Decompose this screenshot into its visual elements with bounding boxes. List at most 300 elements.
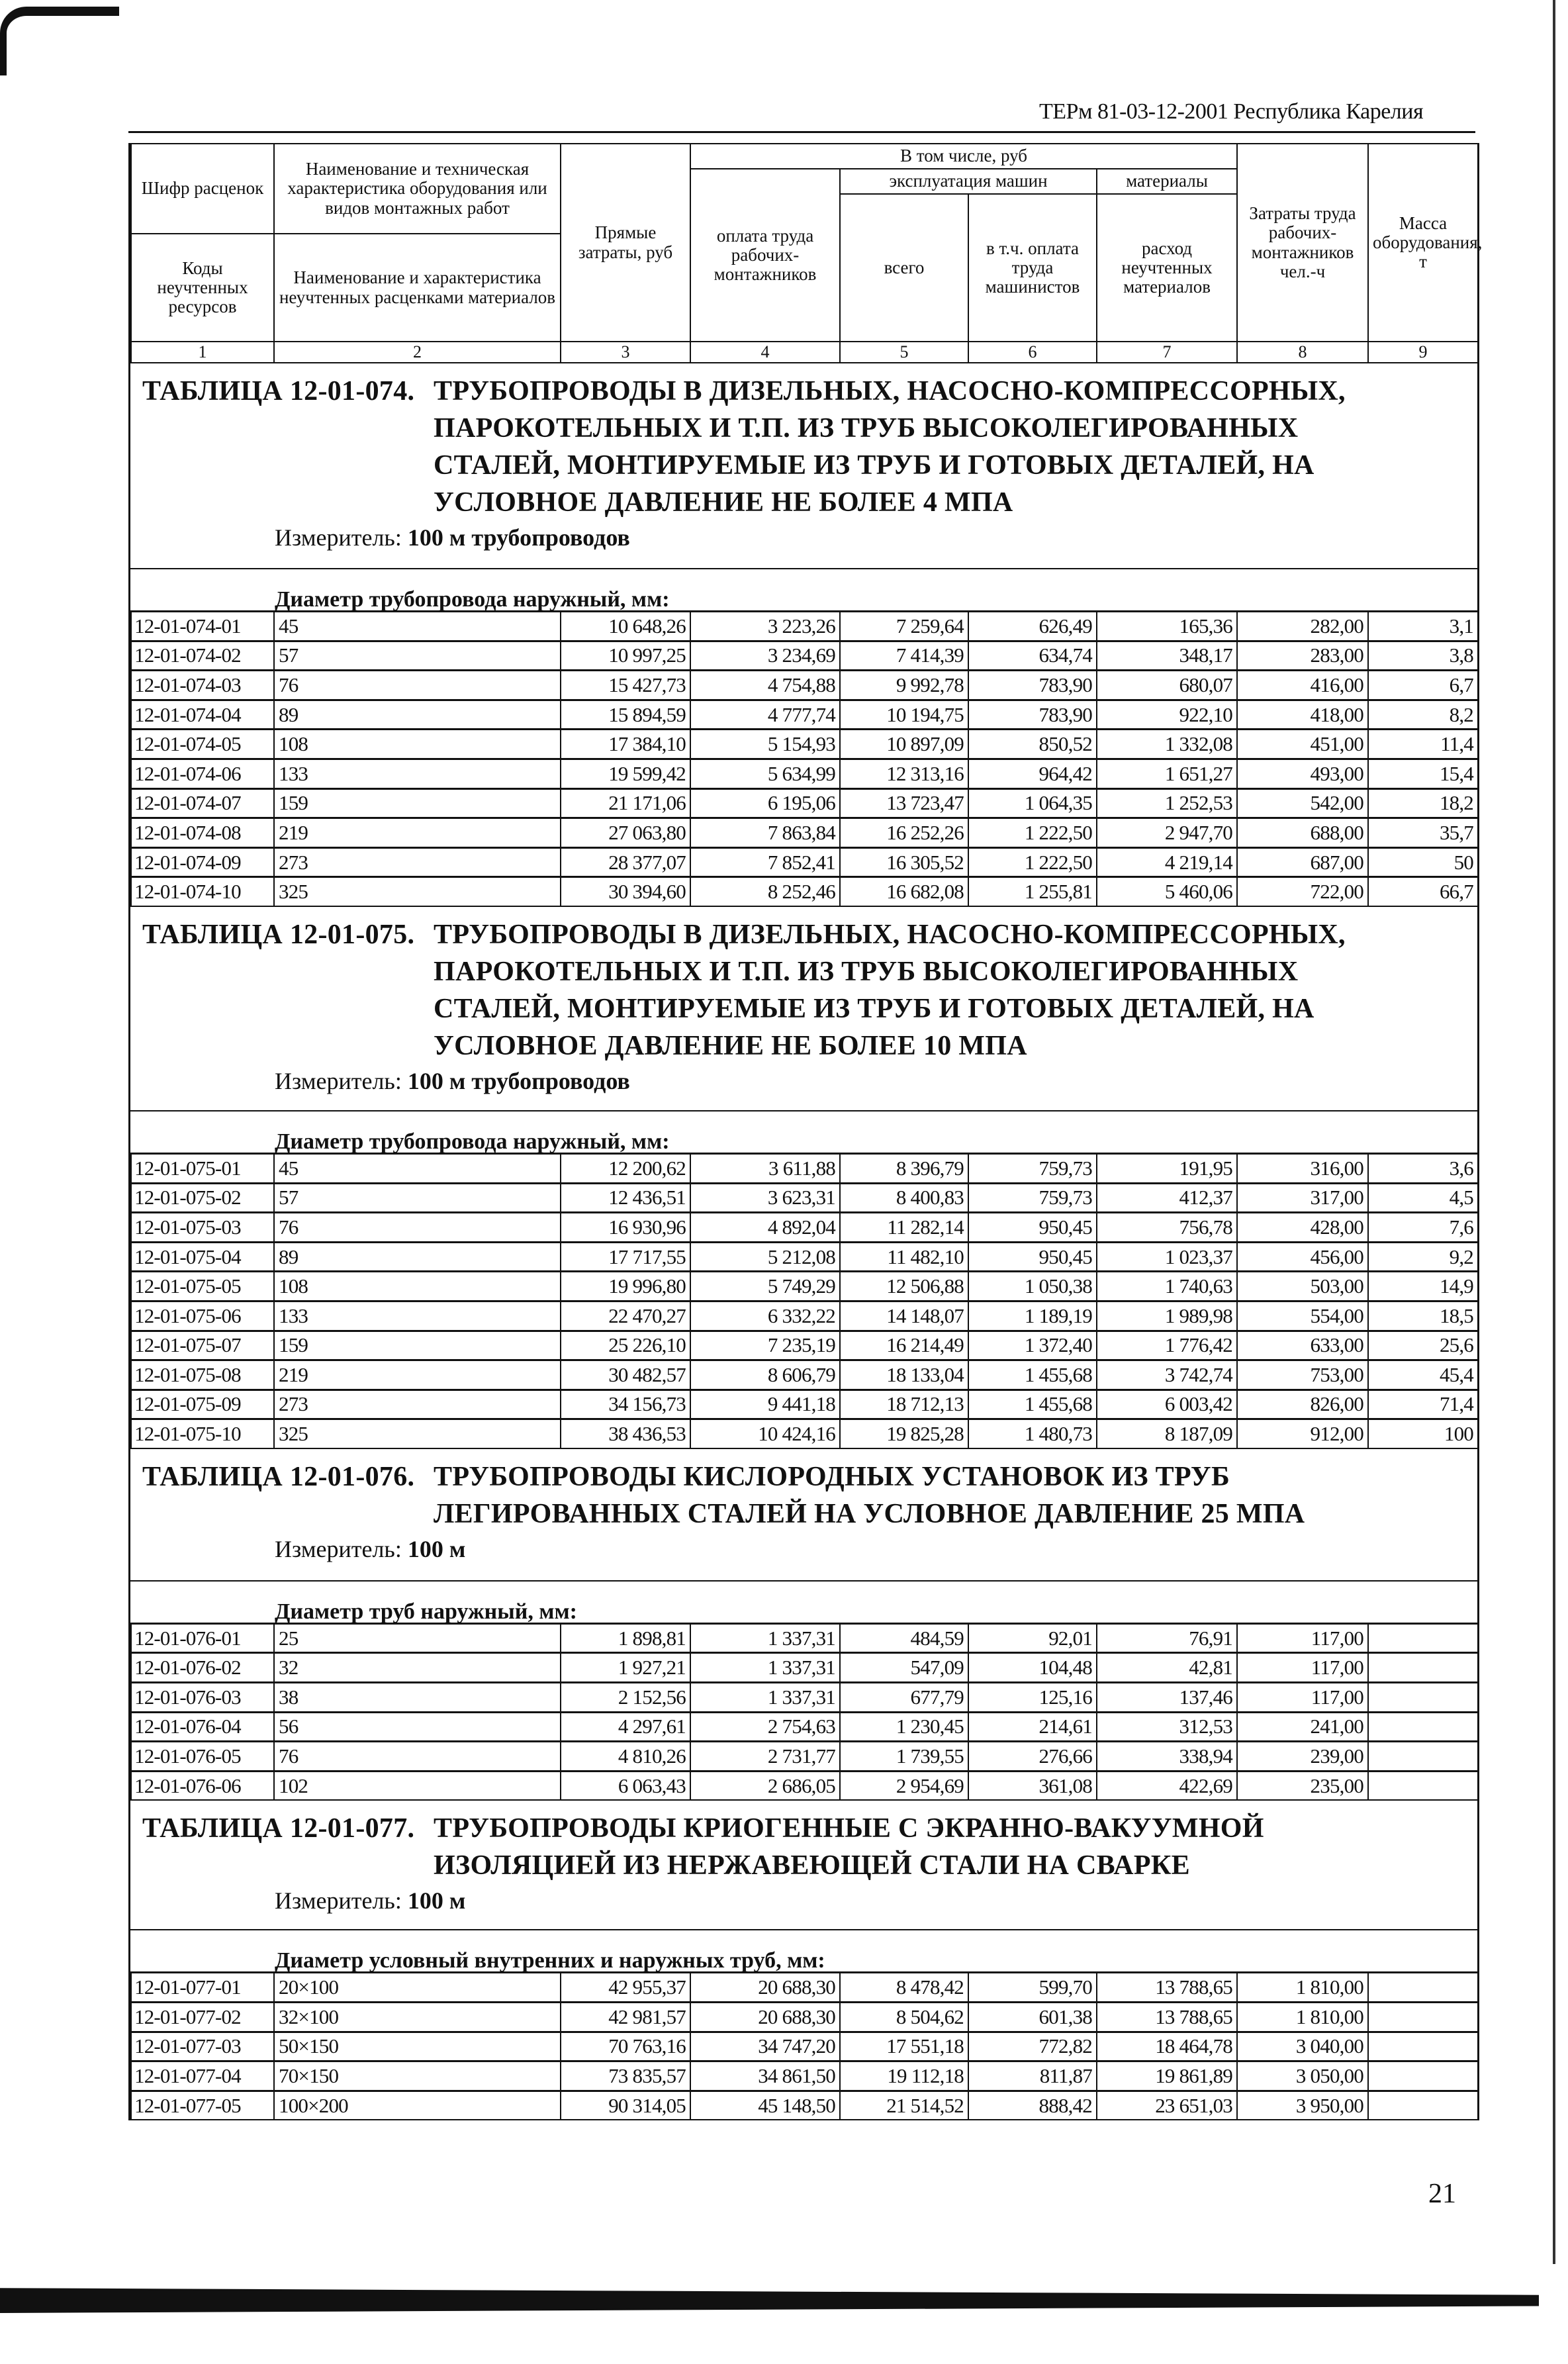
cost-value: 25,6 [1368,1331,1478,1360]
pipe-diameter: 76 [274,1213,561,1243]
measure-unit [130,1535,1477,1563]
cost-value: 17 717,55 [561,1242,690,1272]
cost-value: 25 226,10 [561,1331,690,1360]
rate-code: 12-01-076-04 [131,1712,274,1742]
cost-value: 850,52 [968,730,1097,759]
cost-value: 554,00 [1237,1301,1368,1331]
rate-code: 12-01-074-01 [131,612,274,641]
page-number: 21 [1428,2179,1456,2209]
header-including: В том числе, руб [690,144,1237,169]
table-row [131,1183,1478,1213]
rate-code: 12-01-074-07 [131,788,274,818]
header-worker-pay: оплата труда рабочих-монтажников [690,169,840,342]
cost-value: 8,2 [1368,700,1478,730]
pipe-diameter: 32×100 [274,2003,561,2032]
rate-code: 12-01-075-06 [131,1301,274,1331]
table-number: ТАБЛИЦА 12-01-075. [142,919,415,950]
cost-value: 241,00 [1237,1712,1368,1742]
table-row [131,1390,1478,1419]
column-numbers-row [131,342,1478,363]
rate-code: 12-01-074-02 [131,641,274,671]
cost-value: 8 606,79 [690,1360,840,1390]
scan-edge-line [1553,0,1555,2264]
price-table-section [130,1801,1477,2120]
rate-code: 12-01-075-07 [131,1331,274,1360]
cost-value: 16 930,96 [561,1213,690,1243]
cost-value: 18 464,78 [1097,2032,1237,2061]
column-number: 3 [561,342,690,363]
table-row [131,730,1478,759]
table-title-line: ПАРОКОТЕЛЬНЫХ И Т.П. ИЗ ТРУБ ВЫСОКОЛЕГИРОВАННЫХ [434,956,1299,987]
cost-value: 16 682,08 [840,877,968,906]
cost-value: 8 400,83 [840,1183,968,1213]
cost-value: 1 230,45 [840,1712,968,1742]
cost-value: 722,00 [1237,877,1368,906]
table-title-line: ТРУБОПРОВОДЫ В ДИЗЕЛЬНЫХ, НАСОСНО-КОМПРЕССОРНЫХ, [434,376,1346,406]
document-table-frame [128,143,1483,2120]
header-machinist-pay: в т.ч. оплата труда машинистов [968,194,1097,342]
cost-value: 18,5 [1368,1301,1478,1331]
cost-value: 6 332,22 [690,1301,840,1331]
rate-code: 12-01-075-05 [131,1272,274,1301]
price-table-section [130,907,1477,1449]
pipe-diameter: 159 [274,788,561,818]
cost-value: 34 747,20 [690,2032,840,2061]
cost-value: 811,87 [968,2061,1097,2091]
table-number: ТАБЛИЦА 12-01-077. [142,1813,415,1844]
table-title [130,1449,1477,1533]
cost-value: 7 863,84 [690,818,840,848]
cost-value: 1 222,50 [968,847,1097,877]
pipe-diameter: 273 [274,847,561,877]
cost-value: 1 740,63 [1097,1272,1237,1301]
cost-value: 1 810,00 [1237,1973,1368,2003]
cost-value: 1 651,27 [1097,759,1237,788]
pipe-diameter: 325 [274,877,561,906]
cost-value: 19 861,89 [1097,2061,1237,2091]
cost-value: 338,94 [1097,1742,1237,1772]
cost-value: 599,70 [968,1973,1097,2003]
cost-value: 30 394,60 [561,877,690,906]
table-title [130,1801,1477,1884]
cost-value: 1 455,68 [968,1360,1097,1390]
cost-value [1368,1973,1478,2003]
cost-value: 634,74 [968,641,1097,671]
table-row [131,1272,1478,1301]
cost-value: 12 506,88 [840,1272,968,1301]
cost-value [1368,2061,1478,2091]
cost-value: 484,59 [840,1623,968,1653]
column-number: 1 [131,342,274,363]
cost-value: 1 337,31 [690,1623,840,1653]
table-row [131,877,1478,906]
cost-value: 22 470,27 [561,1301,690,1331]
cost-value: 276,66 [968,1742,1097,1772]
cost-value: 783,90 [968,671,1097,700]
pipe-diameter: 159 [274,1331,561,1360]
cost-value: 1 989,98 [1097,1301,1237,1331]
running-header: ТЕРм 81-03-12-2001 Республика Карелия [1039,99,1424,124]
table-heading [130,1449,1477,1623]
cost-value: 677,79 [840,1683,968,1713]
cost-value: 4 754,88 [690,671,840,700]
cost-value: 348,17 [1097,641,1237,671]
column-number: 6 [968,342,1097,363]
cost-value: 688,00 [1237,818,1368,848]
cost-value: 18,2 [1368,788,1478,818]
cost-value: 235,00 [1237,1771,1368,1800]
pipe-diameter: 108 [274,730,561,759]
cost-value: 8 396,79 [840,1153,968,1183]
cost-value: 1 898,81 [561,1623,690,1653]
table-title-line: УСЛОВНОЕ ДАВЛЕНИЕ НЕ БОЛЕЕ 4 МПА [434,487,1013,518]
cost-value: 1 050,38 [968,1272,1097,1301]
header-mass: Масса оборудования, т [1368,144,1478,342]
cost-value: 3 611,88 [690,1153,840,1183]
cost-value: 826,00 [1237,1390,1368,1419]
cost-value: 2 686,05 [690,1771,840,1800]
cost-value: 3 040,00 [1237,2032,1368,2061]
header-resource-codes: Коды неучтенных ресурсов [131,234,274,342]
cost-value: 1 776,42 [1097,1331,1237,1360]
cost-value: 21 171,06 [561,788,690,818]
cost-value: 1 480,73 [968,1419,1097,1448]
table-title-line: СТАЛЕЙ, МОНТИРУЕМЫЕ ИЗ ТРУБ И ГОТОВЫХ ДЕТАЛЕЙ, НА [434,450,1314,481]
cost-value: 3,6 [1368,1153,1478,1183]
cost-value: 1 189,19 [968,1301,1097,1331]
header-direct-costs: Прямые затраты, руб [561,144,690,342]
cost-value: 3 742,74 [1097,1360,1237,1390]
rates-table [130,1153,1479,1449]
cost-value: 19 599,42 [561,759,690,788]
cost-value: 12 436,51 [561,1183,690,1213]
column-number: 2 [274,342,561,363]
cost-value: 2 947,70 [1097,818,1237,848]
measure-label: Измеритель: [275,1887,402,1915]
rate-code: 12-01-076-02 [131,1653,274,1683]
table-row [131,1683,1478,1713]
diameter-label: Диаметр трубопровода наружный, мм: [130,568,1477,610]
cost-value: 6 195,06 [690,788,840,818]
header-code: Шифр расценок [131,144,274,234]
cost-value: 1 252,53 [1097,788,1237,818]
cost-value: 27 063,80 [561,818,690,848]
pipe-diameter: 45 [274,1153,561,1183]
cost-value [1368,2003,1478,2032]
cost-value: 1 064,35 [968,788,1097,818]
cost-value: 19 112,18 [840,2061,968,2091]
rate-code: 12-01-074-09 [131,847,274,877]
cost-value: 21 514,52 [840,2091,968,2120]
cost-value: 20 688,30 [690,2003,840,2032]
table-row [131,641,1478,671]
cost-value: 11 482,10 [840,1242,968,1272]
cost-value: 12 313,16 [840,759,968,788]
cost-value: 11 282,14 [840,1213,968,1243]
cost-value: 1 332,08 [1097,730,1237,759]
cost-value: 4,5 [1368,1183,1478,1213]
cost-value: 4 810,26 [561,1742,690,1772]
scan-corner-mark [0,7,119,75]
cost-value: 547,09 [840,1653,968,1683]
table-title-line: ТРУБОПРОВОДЫ КИСЛОРОДНЫХ УСТАНОВОК ИЗ ТРУБ [434,1461,1230,1492]
cost-value: 1 222,50 [968,818,1097,848]
cost-value: 7 259,64 [840,612,968,641]
column-number: 5 [840,342,968,363]
pipe-diameter: 89 [274,700,561,730]
table-row [131,700,1478,730]
pipe-diameter: 50×150 [274,2032,561,2061]
cost-value: 950,45 [968,1242,1097,1272]
pipe-diameter: 57 [274,641,561,671]
table-row [131,1742,1478,1772]
table-row [131,1242,1478,1272]
cost-value: 7 414,39 [840,641,968,671]
measure-unit [130,1067,1477,1095]
measure-value: 100 м трубопроводов [407,1067,630,1094]
cost-value: 38 436,53 [561,1419,690,1448]
table-row [131,1653,1478,1683]
cost-value: 1 927,21 [561,1653,690,1683]
cost-value: 888,42 [968,2091,1097,2120]
rate-code: 12-01-074-10 [131,877,274,906]
measure-label: Измеритель: [275,1067,402,1094]
cost-value: 922,10 [1097,700,1237,730]
table-title-line: ИЗОЛЯЦИЕЙ ИЗ НЕРЖАВЕЮЩЕЙ СТАЛИ НА СВАРКЕ [434,1850,1190,1881]
rates-table [130,1971,1479,2120]
cost-value: 964,42 [968,759,1097,788]
cost-value: 753,00 [1237,1360,1368,1390]
cost-value: 16 252,26 [840,818,968,848]
cost-value: 12 200,62 [561,1153,690,1183]
cost-value: 5 212,08 [690,1242,840,1272]
pipe-diameter: 108 [274,1272,561,1301]
table-row [131,1973,1478,2003]
cost-value: 1 337,31 [690,1683,840,1713]
header-material-names: Наименование и характеристика неучтенных расценками материалов [274,234,561,342]
cost-value: 2 731,77 [690,1742,840,1772]
pipe-diameter: 219 [274,818,561,848]
cost-value: 17 551,18 [840,2032,968,2061]
table-row [131,818,1478,848]
price-table-section [130,363,1477,907]
column-number: 8 [1237,342,1368,363]
cost-value: 633,00 [1237,1331,1368,1360]
cost-value: 361,08 [968,1771,1097,1800]
header-machines: эксплуатация машин [840,169,1097,194]
cost-value: 42 955,37 [561,1973,690,2003]
rate-code: 12-01-077-02 [131,2003,274,2032]
cost-value: 11,4 [1368,730,1478,759]
cost-value: 6 063,43 [561,1771,690,1800]
table-title [130,907,1477,1064]
header-materials: материалы [1097,169,1237,194]
cost-value: 28 377,07 [561,847,690,877]
cost-value: 18 133,04 [840,1360,968,1390]
cost-value: 3,8 [1368,641,1478,671]
pipe-diameter: 56 [274,1712,561,1742]
cost-value: 412,37 [1097,1183,1237,1213]
cost-value: 117,00 [1237,1683,1368,1713]
cost-value: 13 788,65 [1097,1973,1237,2003]
cost-value: 2 754,63 [690,1712,840,1742]
table-row [131,847,1478,877]
cost-value: 451,00 [1237,730,1368,759]
cost-value: 34 156,73 [561,1390,690,1419]
measure-unit [130,524,1477,551]
cost-value: 418,00 [1237,700,1368,730]
table-heading [130,1801,1477,1971]
table-title-line: СТАЛЕЙ, МОНТИРУЕМЫЕ ИЗ ТРУБ И ГОТОВЫХ ДЕТАЛЕЙ, НА [434,993,1314,1024]
cost-value: 50 [1368,847,1478,877]
rate-code: 12-01-077-04 [131,2061,274,2091]
cost-value: 20 688,30 [690,1973,840,2003]
cost-value: 428,00 [1237,1213,1368,1243]
cost-value: 1 372,40 [968,1331,1097,1360]
cost-value: 3 623,31 [690,1183,840,1213]
cost-value: 312,53 [1097,1712,1237,1742]
cost-value: 4 777,74 [690,700,840,730]
cost-value: 626,49 [968,612,1097,641]
cost-value: 9 992,78 [840,671,968,700]
rate-code: 12-01-075-10 [131,1419,274,1448]
rate-code: 12-01-075-02 [131,1183,274,1213]
rate-code: 12-01-075-03 [131,1213,274,1243]
cost-value: 1 255,81 [968,877,1097,906]
measure-value: 100 м [407,1887,466,1915]
cost-value: 8 504,62 [840,2003,968,2032]
measure-value: 100 м [407,1535,466,1562]
pipe-diameter: 57 [274,1183,561,1213]
table-row [131,788,1478,818]
cost-value: 35,7 [1368,818,1478,848]
pipe-diameter: 325 [274,1419,561,1448]
cost-value: 7,6 [1368,1213,1478,1243]
cost-value: 1 810,00 [1237,2003,1368,2032]
price-table-section [130,1449,1477,1801]
cost-value: 680,07 [1097,671,1237,700]
rate-code: 12-01-077-03 [131,2032,274,2061]
pipe-diameter: 45 [274,612,561,641]
cost-value: 5 154,93 [690,730,840,759]
cost-value: 2 152,56 [561,1683,690,1713]
cost-value: 1 455,68 [968,1390,1097,1419]
pipe-diameter: 273 [274,1390,561,1419]
table-row [131,2061,1478,2091]
pipe-diameter: 20×100 [274,1973,561,2003]
rate-code: 12-01-077-05 [131,2091,274,2120]
cost-value [1368,1623,1478,1653]
cost-value: 15,4 [1368,759,1478,788]
table-row [131,1301,1478,1331]
cost-value: 13 788,65 [1097,2003,1237,2032]
cost-value [1368,2091,1478,2120]
measure-unit [130,1887,1477,1915]
rate-code: 12-01-075-09 [131,1390,274,1419]
cost-value [1368,1683,1478,1713]
cost-value: 493,00 [1237,759,1368,788]
table-row [131,1153,1478,1183]
cost-value: 9 441,18 [690,1390,840,1419]
table-title-line: ТРУБОПРОВОДЫ КРИОГЕННЫЕ С ЭКРАННО-ВАКУУМНОЙ [434,1813,1264,1844]
table-title-line: ПАРОКОТЕЛЬНЫХ И Т.П. ИЗ ТРУБ ВЫСОКОЛЕГИРОВАННЫХ [434,413,1299,444]
cost-value: 23 651,03 [1097,2091,1237,2120]
table-row [131,1771,1478,1800]
diameter-label: Диаметр трубопровода наружный, мм: [130,1110,1477,1153]
pipe-diameter: 89 [274,1242,561,1272]
cost-value: 10 648,26 [561,612,690,641]
rate-code: 12-01-074-06 [131,759,274,788]
cost-value: 239,00 [1237,1742,1368,1772]
cost-value: 13 723,47 [840,788,968,818]
table-title-line: ЛЕГИРОВАННЫХ СТАЛЕЙ НА УСЛОВНОЕ ДАВЛЕНИЕ 25 МПА [434,1498,1305,1529]
table-title-line: ТРУБОПРОВОДЫ В ДИЗЕЛЬНЫХ, НАСОСНО-КОМПРЕССОРНЫХ, [434,919,1346,950]
diameter-label: Диаметр труб наружный, мм: [130,1580,1477,1623]
scan-bottom-bar [0,2285,1539,2313]
cost-value: 283,00 [1237,641,1368,671]
table-row [131,1623,1478,1653]
rates-table [130,1623,1479,1801]
cost-value: 19 996,80 [561,1272,690,1301]
cost-value: 282,00 [1237,612,1368,641]
cost-value: 16 214,49 [840,1331,968,1360]
column-number: 4 [690,342,840,363]
cost-value: 137,46 [1097,1683,1237,1713]
table-heading [130,363,1477,610]
cost-value: 4 297,61 [561,1712,690,1742]
rate-code: 12-01-074-05 [131,730,274,759]
cost-value: 503,00 [1237,1272,1368,1301]
pipe-diameter: 38 [274,1683,561,1713]
table-number: ТАБЛИЦА 12-01-074. [142,376,415,406]
pipe-diameter: 76 [274,671,561,700]
pipe-diameter: 219 [274,1360,561,1390]
cost-value: 316,00 [1237,1153,1368,1183]
cost-value: 125,16 [968,1683,1097,1713]
cost-value: 34 861,50 [690,2061,840,2091]
cost-value [1368,2032,1478,2061]
table-row [131,1213,1478,1243]
cost-value: 10 194,75 [840,700,968,730]
rate-code: 12-01-075-08 [131,1360,274,1390]
rate-code: 12-01-076-05 [131,1742,274,1772]
pipe-diameter: 25 [274,1623,561,1653]
cost-value: 117,00 [1237,1653,1368,1683]
rate-code: 12-01-075-01 [131,1153,274,1183]
cost-value: 15 427,73 [561,671,690,700]
header-name: Наименование и техническая характеристика оборудования или видов монтажных работ [274,144,561,234]
cost-value: 73 835,57 [561,2061,690,2091]
cost-value: 5 749,29 [690,1272,840,1301]
cost-value: 214,61 [968,1712,1097,1742]
rate-code: 12-01-074-08 [131,818,274,848]
table-title [130,363,1477,521]
cost-value: 4 892,04 [690,1213,840,1243]
cost-value: 71,4 [1368,1390,1478,1419]
rate-code: 12-01-076-03 [131,1683,274,1713]
cost-value: 30 482,57 [561,1360,690,1390]
diameter-label: Диаметр условный внутренних и наружных труб, мм: [130,1929,1477,1971]
cost-value: 104,48 [968,1653,1097,1683]
cost-value: 542,00 [1237,788,1368,818]
cost-value: 10 997,25 [561,641,690,671]
pipe-diameter: 133 [274,1301,561,1331]
table-row [131,759,1478,788]
cost-value: 5 634,99 [690,759,840,788]
cost-value: 1 739,55 [840,1742,968,1772]
cost-value [1368,1771,1478,1800]
cost-value: 100 [1368,1419,1478,1448]
